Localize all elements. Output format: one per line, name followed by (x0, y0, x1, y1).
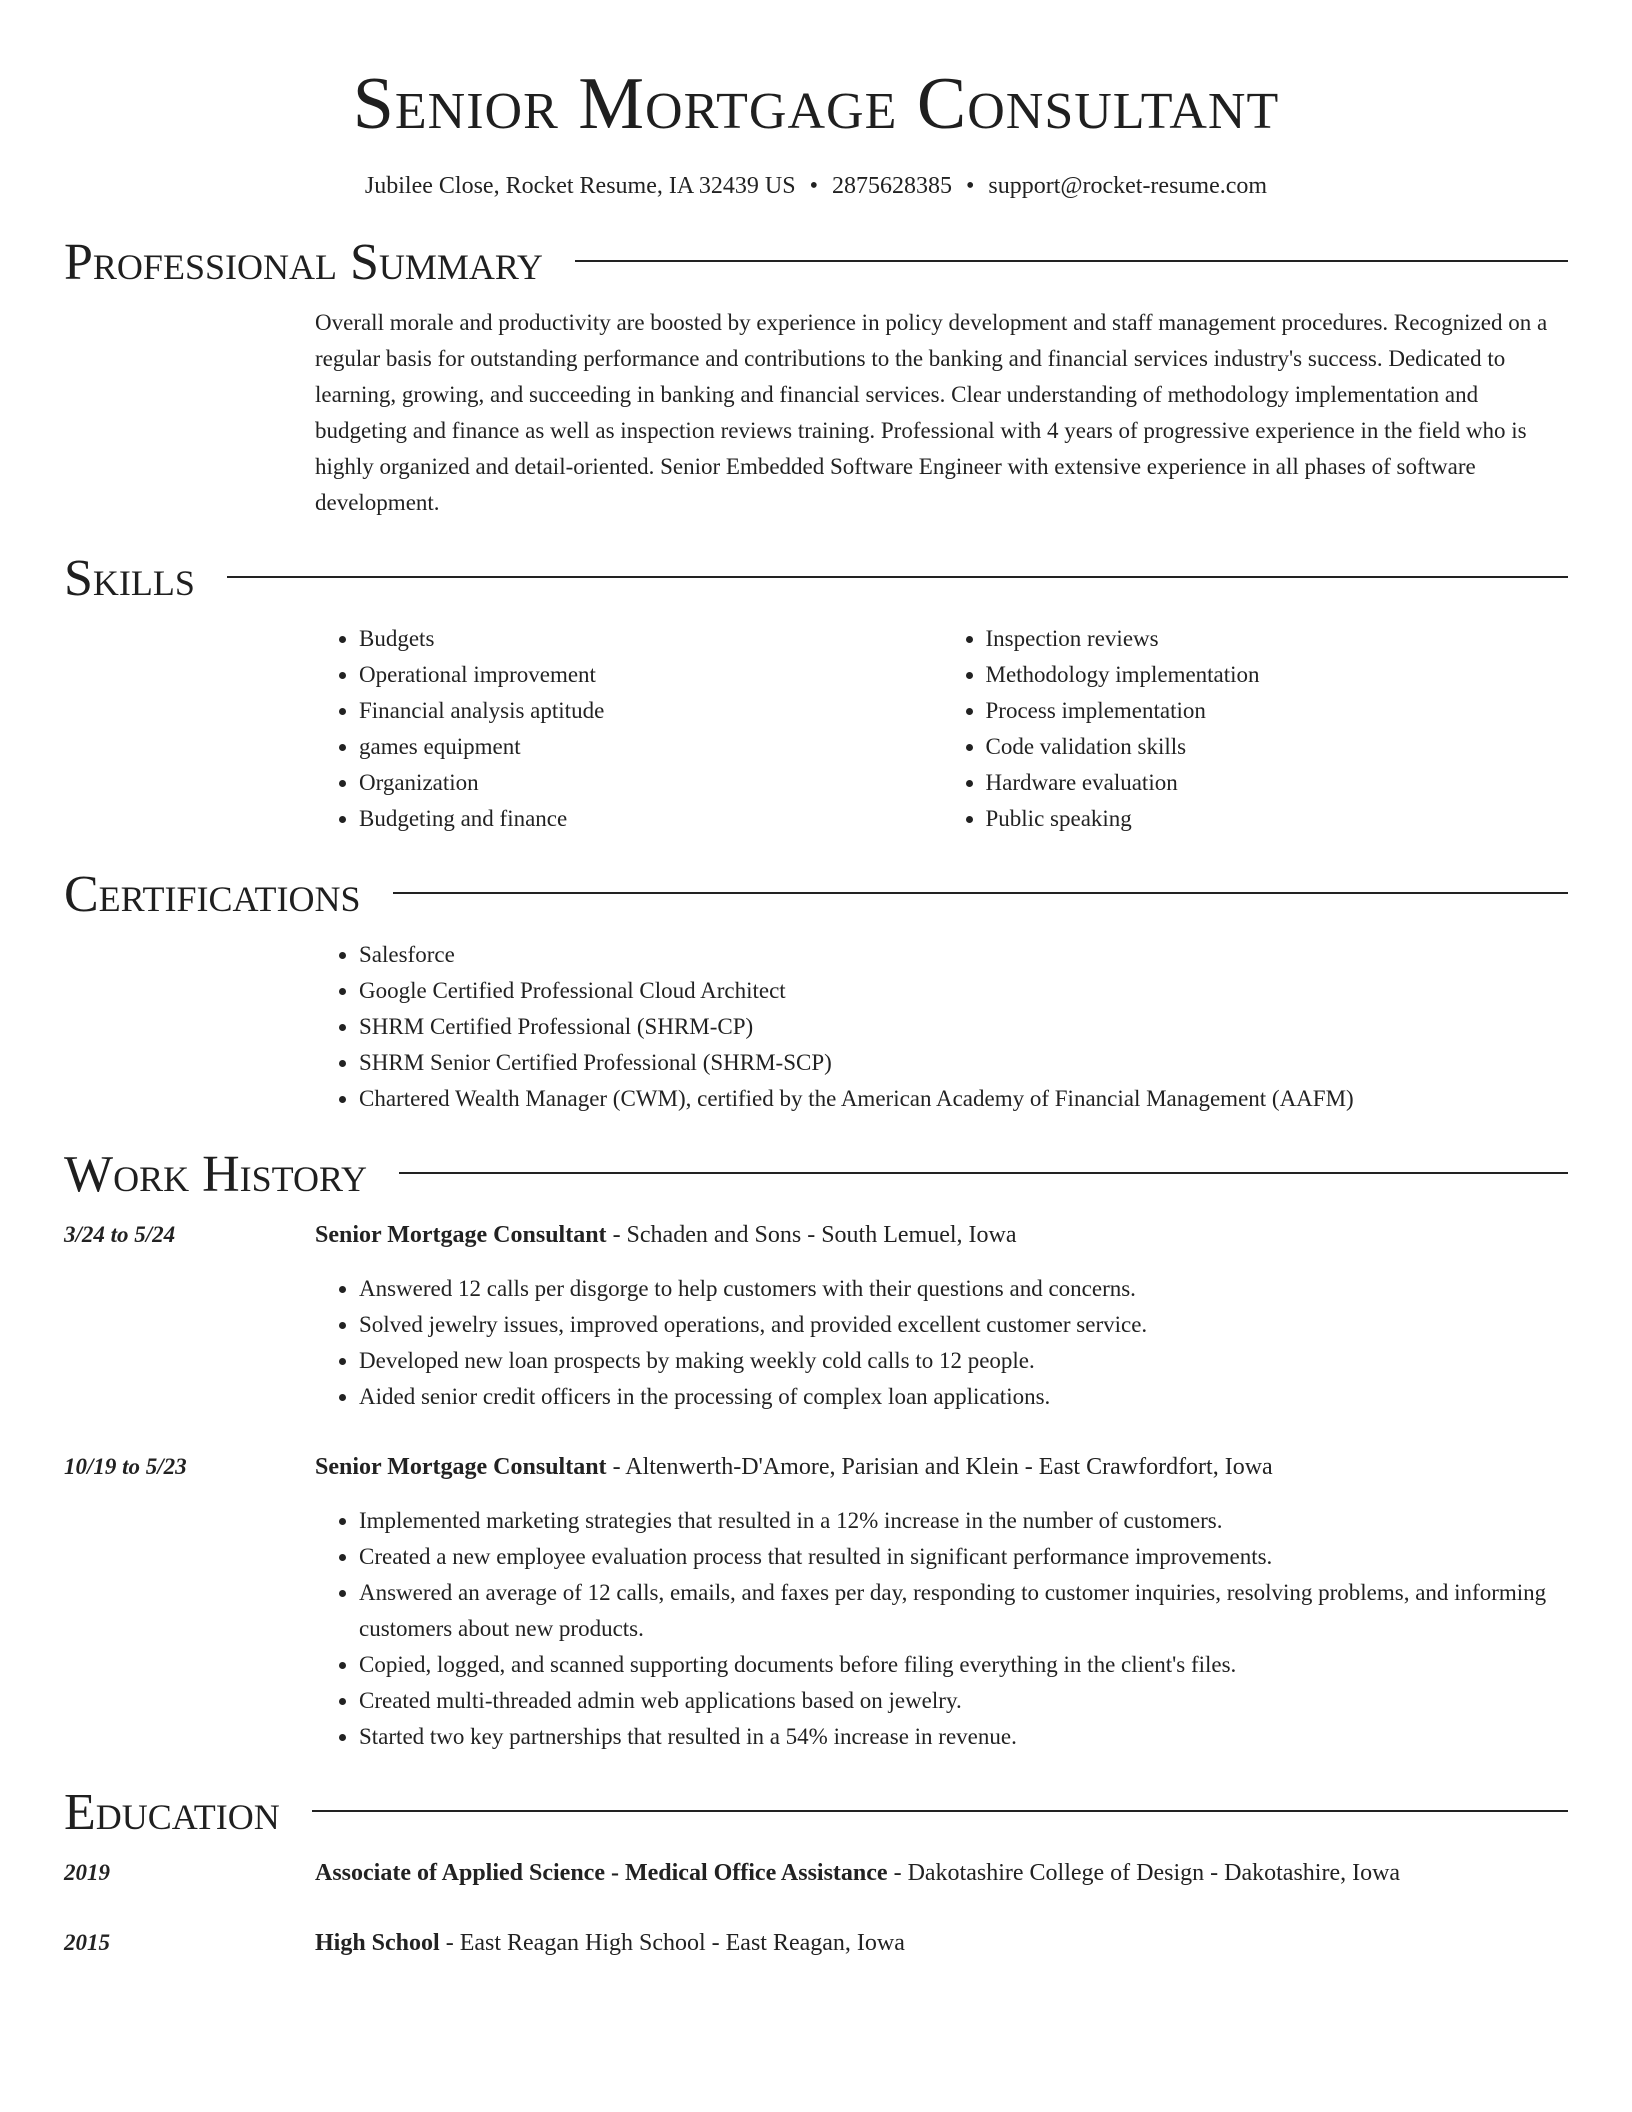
certifications-content (315, 937, 1568, 1117)
skills-content (315, 621, 1568, 837)
job-bullet: • Answered an average of 12 calls, emails, and faxes per day, responding to customer inquiries, resolving problems, and informing customers about new products. (359, 1575, 1568, 1647)
job-title: Senior Mortgage Consultant (315, 1222, 607, 1248)
skills-list-left (315, 621, 942, 837)
section-title-certifications: Certifications (64, 866, 361, 923)
job-header (64, 1217, 1568, 1253)
skill-item: • Operational improvement (359, 657, 942, 693)
job-bullets (315, 1271, 1568, 1415)
job-heading (315, 1449, 1273, 1485)
certification-item: • SHRM Senior Certified Professional (SHRM-SCP) (359, 1045, 1568, 1081)
skills-section (64, 549, 1568, 837)
job-bullet: • Solved jewelry issues, improved operations, and provided excellent customer service. (359, 1307, 1568, 1343)
section-title-skills: Skills (64, 550, 195, 607)
skills-list-right (942, 621, 1569, 837)
education-year: 2015 (64, 1930, 110, 1955)
section-title-summary: Professional Summary (64, 234, 543, 291)
job-content (315, 1503, 1568, 1755)
job-bullet: • Created multi-threaded admin web applications based on jewelry. (359, 1683, 1568, 1719)
education-section (64, 1783, 1568, 1961)
summary-content (315, 305, 1568, 521)
certifications-header (64, 865, 1568, 925)
job-employer: - Altenwerth-D'Amore, Parisian and Klein - East Crawfordfort, Iowa (606, 1454, 1273, 1480)
certifications-list (315, 937, 1568, 1117)
skill-item: • Budgeting and finance (359, 801, 942, 837)
contact-address: Jubilee Close, Rocket Resume, IA 32439 US (364, 173, 796, 199)
job-employer: - Schaden and Sons - South Lemuel, Iowa (606, 1222, 1017, 1248)
skills-header (64, 549, 1568, 609)
education-header (64, 1783, 1568, 1843)
education-school: - Dakotashire College of Design - Dakotashire, Iowa (887, 1860, 1401, 1886)
section-divider (399, 1172, 1568, 1174)
contact-separator: • (809, 173, 818, 199)
certification-item: • Chartered Wealth Manager (CWM), certified by the American Academy of Financial Management (AAFM) (359, 1081, 1568, 1117)
work-history-header (64, 1145, 1568, 1205)
section-divider (393, 892, 1568, 894)
job-content (315, 1271, 1568, 1415)
skill-item: • Public speaking (986, 801, 1569, 837)
job-heading (315, 1217, 1016, 1253)
skill-item: • Budgets (359, 621, 942, 657)
education-degree: High School (315, 1930, 440, 1956)
summary-header (64, 233, 1568, 293)
contact-email[interactable]: support@rocket-resume.com (988, 173, 1268, 199)
education-heading (315, 1925, 905, 1961)
education-entry (64, 1925, 1568, 1961)
education-degree: Associate of Applied Science - Medical Office Assistance (315, 1860, 888, 1886)
skill-item: • Financial analysis aptitude (359, 693, 942, 729)
job-bullet: • Copied, logged, and scanned supporting documents before filing everything in the client's files. (359, 1647, 1568, 1683)
job-bullets (315, 1503, 1568, 1755)
skill-item: • Inspection reviews (986, 621, 1569, 657)
job-bullet: • Started two key partnerships that resulted in a 54% increase in revenue. (359, 1719, 1568, 1755)
certification-item: • Salesforce (359, 937, 1568, 973)
contact-separator: • (965, 173, 975, 199)
section-divider (312, 1810, 1568, 1812)
job-entry (64, 1217, 1568, 1415)
education-heading (315, 1855, 1400, 1891)
education-school: - East Reagan High School - East Reagan, Iowa (439, 1930, 905, 1956)
skill-item: • Code validation skills (986, 729, 1569, 765)
job-header (64, 1449, 1568, 1485)
skill-item: • Organization (359, 765, 942, 801)
resume-name: Senior Mortgage Consultant (352, 63, 1280, 145)
summary-text: Overall morale and productivity are boosted by experience in policy development and staff management procedures. Recognized on a regular basis for outstanding performance and contributions to the banking and financial services industry's success. Dedicated to learning, growing, and succeeding in banking and financial services. Clear understanding of methodology implementation and budgeting and finance as well as inspection reviews training. Professional with 4 years of progressive experience in the field who is highly organized and detail-oriented. Senior Embedded Software Engineer with extensive experience in all phases of software development. (315, 310, 1548, 515)
contact-phone[interactable]: 2875628385 (831, 173, 952, 199)
certification-item: • Google Certified Professional Cloud Architect (359, 973, 1568, 1009)
job-bullet: • Aided senior credit officers in the processing of complex loan applications. (359, 1379, 1568, 1415)
job-dates: 3/24 to 5/24 (64, 1222, 176, 1247)
summary-section (64, 233, 1568, 521)
resume-page (64, 0, 1568, 1961)
skill-item: • Methodology implementation (986, 657, 1569, 693)
job-bullet: • Created a new employee evaluation process that resulted in significant performance improvements. (359, 1539, 1568, 1575)
section-title-education: Education (64, 1784, 280, 1841)
section-divider (227, 576, 1568, 578)
skill-item: • Process implementation (986, 693, 1569, 729)
skill-item: • games equipment (359, 729, 942, 765)
education-entry (64, 1855, 1568, 1891)
job-dates: 10/19 to 5/23 (64, 1454, 187, 1479)
skill-item: • Hardware evaluation (986, 765, 1569, 801)
section-divider (575, 260, 1568, 262)
job-bullet: • Developed new loan prospects by making weekly cold calls to 12 people. (359, 1343, 1568, 1379)
job-bullet: • Answered 12 calls per disgorge to help customers with their questions and concerns. (359, 1271, 1568, 1307)
job-entry (64, 1449, 1568, 1755)
section-title-work-history: Work History (64, 1146, 368, 1203)
work-history-section (64, 1145, 1568, 1755)
job-title: Senior Mortgage Consultant (315, 1454, 607, 1480)
certification-item: • SHRM Certified Professional (SHRM-CP) (359, 1009, 1568, 1045)
contact-line (64, 170, 1568, 202)
certifications-section (64, 865, 1568, 1117)
job-bullet: • Implemented marketing strategies that resulted in a 12% increase in the number of customers. (359, 1503, 1568, 1539)
education-year: 2019 (64, 1860, 110, 1885)
